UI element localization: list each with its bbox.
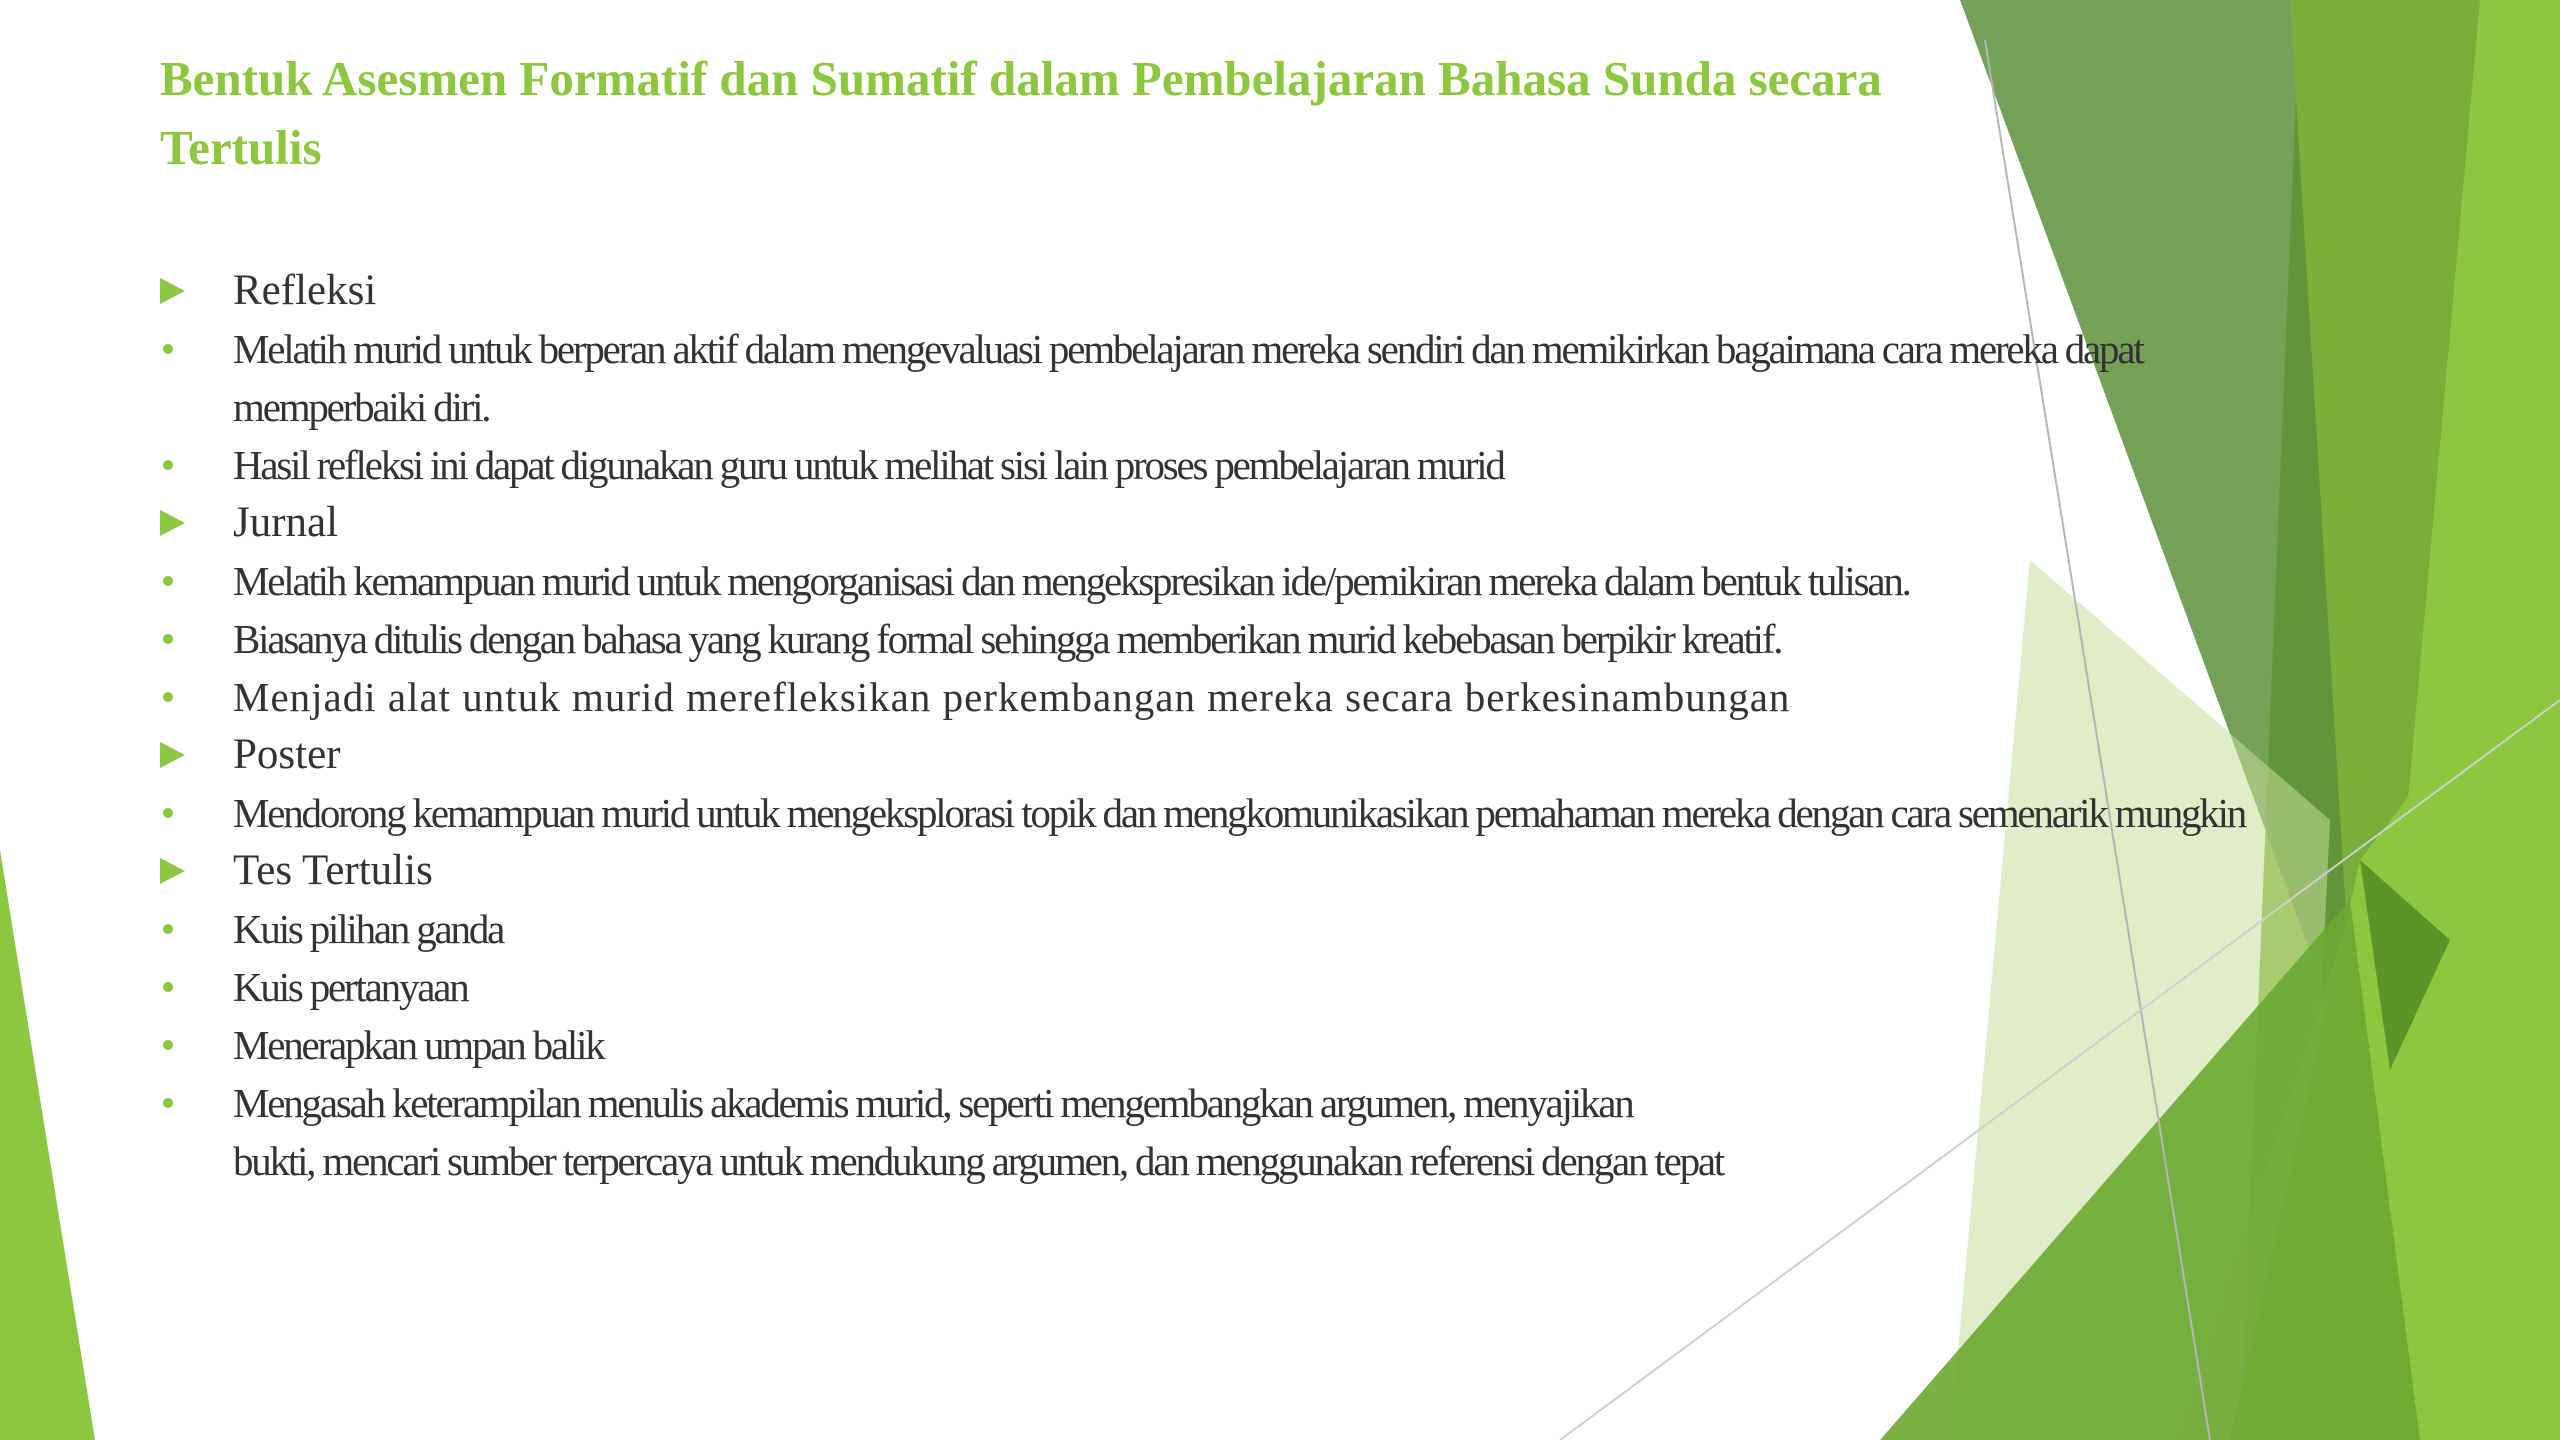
list-heading [160,262,2270,320]
list-item [160,784,2270,842]
triangle-bullet-icon [160,842,200,900]
list-item [160,610,2270,668]
dot-bullet-icon [160,958,200,1016]
dot-bullet-icon [160,784,200,842]
list-item [160,1016,2270,1074]
bullet-text: Menerapkan umpan balik [233,1022,604,1068]
list-heading [160,726,2270,784]
dot-bullet-icon [160,900,200,958]
list-item [160,1074,2270,1190]
bullet-text: Mendorong kemampuan murid untuk mengeksplorasi topik dan mengkomunikasikan pemahaman mereka dengan cara semenarik mungkin [233,790,2246,836]
bullet-text: Hasil refleksi ini dapat digunakan guru untuk melihat sisi lain proses pembelajaran murid [233,442,1504,488]
heading-text: Poster [233,731,341,778]
list-item [160,958,2270,1016]
bullet-text: Biasanya ditulis dengan bahasa yang kurang formal sehingga memberikan murid kebebasan berpikir kreatif. [233,616,1782,662]
triangle-bullet-icon [160,262,200,320]
dot-bullet-icon [160,610,200,668]
bullet-text: Mengasah keterampilan menulis akademis murid, seperti mengembangkan argumen, menyajikan [233,1080,1633,1126]
triangle-bullet-icon [160,726,200,784]
list-heading [160,494,2270,552]
bullet-text: Kuis pertanyaan [233,964,468,1010]
bullet-text: Kuis pilihan ganda [233,906,504,952]
dot-bullet-icon [160,320,200,378]
dot-bullet-icon [160,1016,200,1074]
dot-bullet-icon [160,668,200,726]
list-heading [160,842,2270,900]
slide-title: Bentuk Asesmen Formatif dan Sumatif dalam Pembelajaran Bahasa Sunda secara Tertulis [160,51,1882,175]
heading-text: Tes Tertulis [233,847,433,894]
dot-bullet-icon [160,552,200,610]
list-item [160,900,2270,958]
list-item [160,436,2270,494]
bullet-text: Melatih kemampuan murid untuk mengorganisasi dan mengekspresikan ide/pemikiran mereka dalam bentuk tulisan. [233,558,1910,604]
bullet-text-continued: bukti, mencari sumber terpercaya untuk mendukung argumen, dan menggunakan referensi dengan tepat [233,1138,1724,1184]
heading-text: Jurnal [233,499,339,546]
triangle-bullet-icon [160,494,200,552]
dot-bullet-icon [160,1074,200,1132]
bullet-text: Melatih murid untuk berperan aktif dalam mengevaluasi pembelajaran mereka sendiri dan memikirkan bagaimana cara mereka dapat memperbaiki diri. [233,326,2143,430]
left-facet [0,850,95,1440]
list-item [160,320,2270,436]
dot-bullet-icon [160,436,200,494]
heading-text: Refleksi [233,267,377,314]
slide-content [160,262,2270,1190]
list-item [160,668,2270,726]
list-item [160,552,2270,610]
bullet-text: Menjadi alat untuk murid merefleksikan perkembangan mereka secara berkesinambungan [233,674,1791,720]
